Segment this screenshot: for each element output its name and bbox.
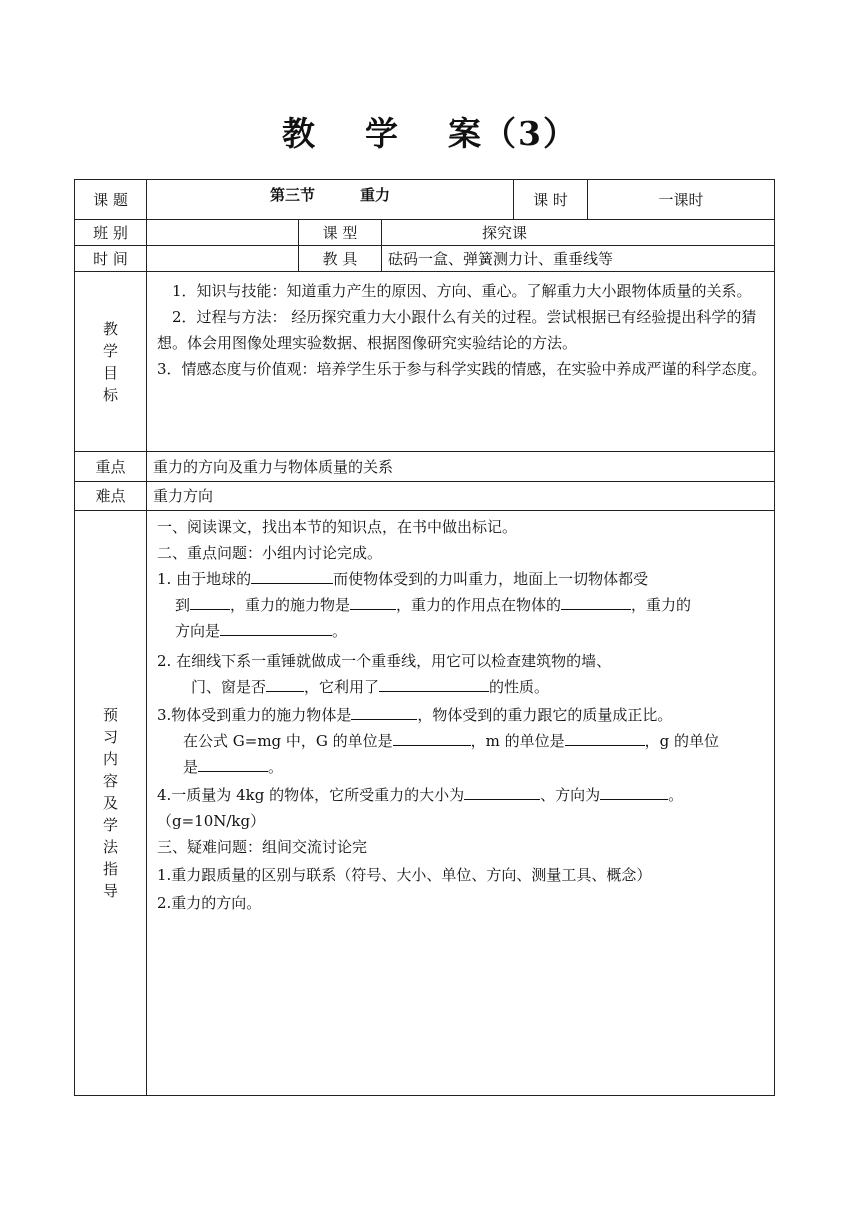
question-2: 2. 在细线下系一重锤就做成一个重垂线，用它可以检查建筑物的墙、 <box>157 652 612 670</box>
answer-blank[interactable] <box>351 703 417 720</box>
lesson-plan-table <box>74 179 775 1096</box>
difficulty-label: 难点 <box>75 482 147 511</box>
row-time <box>75 246 775 272</box>
row-key-point <box>75 452 775 482</box>
objective-item: 2．过程与方法： 经历探究重力大小跟什么有关的过程。尝试根据已有经验提出科学的猜想。体会用图像处理实验数据、根据图像研究实验结论的方法。 <box>157 308 757 352</box>
answer-blank[interactable] <box>198 755 268 772</box>
answer-blank[interactable] <box>561 593 631 610</box>
topic-label: 课 题 <box>75 180 147 220</box>
row-class <box>75 220 775 246</box>
guide-label: 预 习 内 容 及 学 法 指 导 <box>75 511 147 1096</box>
answer-blank[interactable] <box>600 783 668 800</box>
title-char-1: 教 <box>282 114 318 153</box>
time-label: 时 间 <box>75 246 147 272</box>
difficulty-question: 2.重力的方向。 <box>157 894 262 912</box>
topic-value: 第三节 重力 <box>147 180 514 220</box>
difficulty-question: 1.重力跟质量的区别与联系（符号、大小、单位、方向、测量工具、概念） <box>157 866 652 884</box>
question-4: 4.一质量为 4kg 的物体，它所受重力的大小为 、方向为 。 <box>157 783 766 807</box>
answer-blank[interactable] <box>379 675 489 692</box>
row-difficulty <box>75 482 775 511</box>
answer-blank[interactable] <box>220 619 332 636</box>
period-value: 一课时 <box>588 180 775 220</box>
title-char-2: 学 <box>365 114 401 153</box>
answer-blank[interactable] <box>190 593 230 610</box>
answer-blank[interactable] <box>464 783 540 800</box>
type-label: 课 型 <box>299 220 382 246</box>
answer-blank[interactable] <box>266 675 304 692</box>
answer-blank[interactable] <box>251 567 333 584</box>
type-value: 探究课 <box>382 220 775 246</box>
question-3-cont: 是 。 <box>157 755 766 779</box>
title-char-3: 案（3） <box>448 114 578 153</box>
class-label: 班 别 <box>75 220 147 246</box>
row-topic <box>75 180 775 220</box>
question-3-cont: 在公式 G=mg 中，G 的单位是 ，m 的单位是 ，g 的单位 <box>157 729 766 753</box>
guide-line: 三、疑难问题：组间交流讨论完 <box>157 838 368 856</box>
objectives-label: 教 学 目 标 <box>75 272 147 452</box>
question-3: 3.物体受到重力的施力物体是 ，物体受到的重力跟它的质量成正比。 <box>157 703 766 727</box>
tools-label: 教 具 <box>299 246 382 272</box>
guide-line: 一、阅读课文，找出本节的知识点，在书中做出标记。 <box>157 518 518 536</box>
page-title <box>0 108 860 155</box>
time-value <box>147 246 299 272</box>
guide-content <box>147 511 775 1096</box>
guide-line: 二、重点问题：小组内讨论完成。 <box>157 544 383 562</box>
class-value <box>147 220 299 246</box>
objectives-content <box>147 272 775 452</box>
question-1: 1. 由于地球的 而使物体受到的力叫重力，地面上一切物体都受 <box>157 567 766 591</box>
tools-value: 砝码一盒、弹簧测力计、重垂线等 <box>382 246 775 272</box>
answer-blank[interactable] <box>565 729 645 746</box>
question-1-cont: 到 ，重力的施力物是 ，重力的作用点在物体的 ，重力的 <box>157 593 766 617</box>
difficulty-value: 重力方向 <box>147 482 775 511</box>
answer-blank[interactable] <box>393 729 471 746</box>
question-1-cont: 方向是 。 <box>157 619 766 643</box>
objective-item: 3．情感态度与价值观：培养学生乐于参与科学实践的情感，在实验中养成严谨的科学态度。 <box>157 360 767 378</box>
answer-blank[interactable] <box>350 593 396 610</box>
period-label: 课 时 <box>514 180 588 220</box>
row-guide <box>75 511 775 1096</box>
row-objectives <box>75 272 775 452</box>
key-point-value: 重力的方向及重力与物体质量的关系 <box>147 452 775 482</box>
key-point-label: 重点 <box>75 452 147 482</box>
objective-item: 1．知识与技能：知道重力产生的原因、方向、重心。了解重力大小跟物体质量的关系。 <box>157 282 752 300</box>
question-4-cont: （g=10N/kg） <box>157 812 266 830</box>
question-2-cont: 门、窗是否 ，它利用了 的性质。 <box>157 675 766 699</box>
